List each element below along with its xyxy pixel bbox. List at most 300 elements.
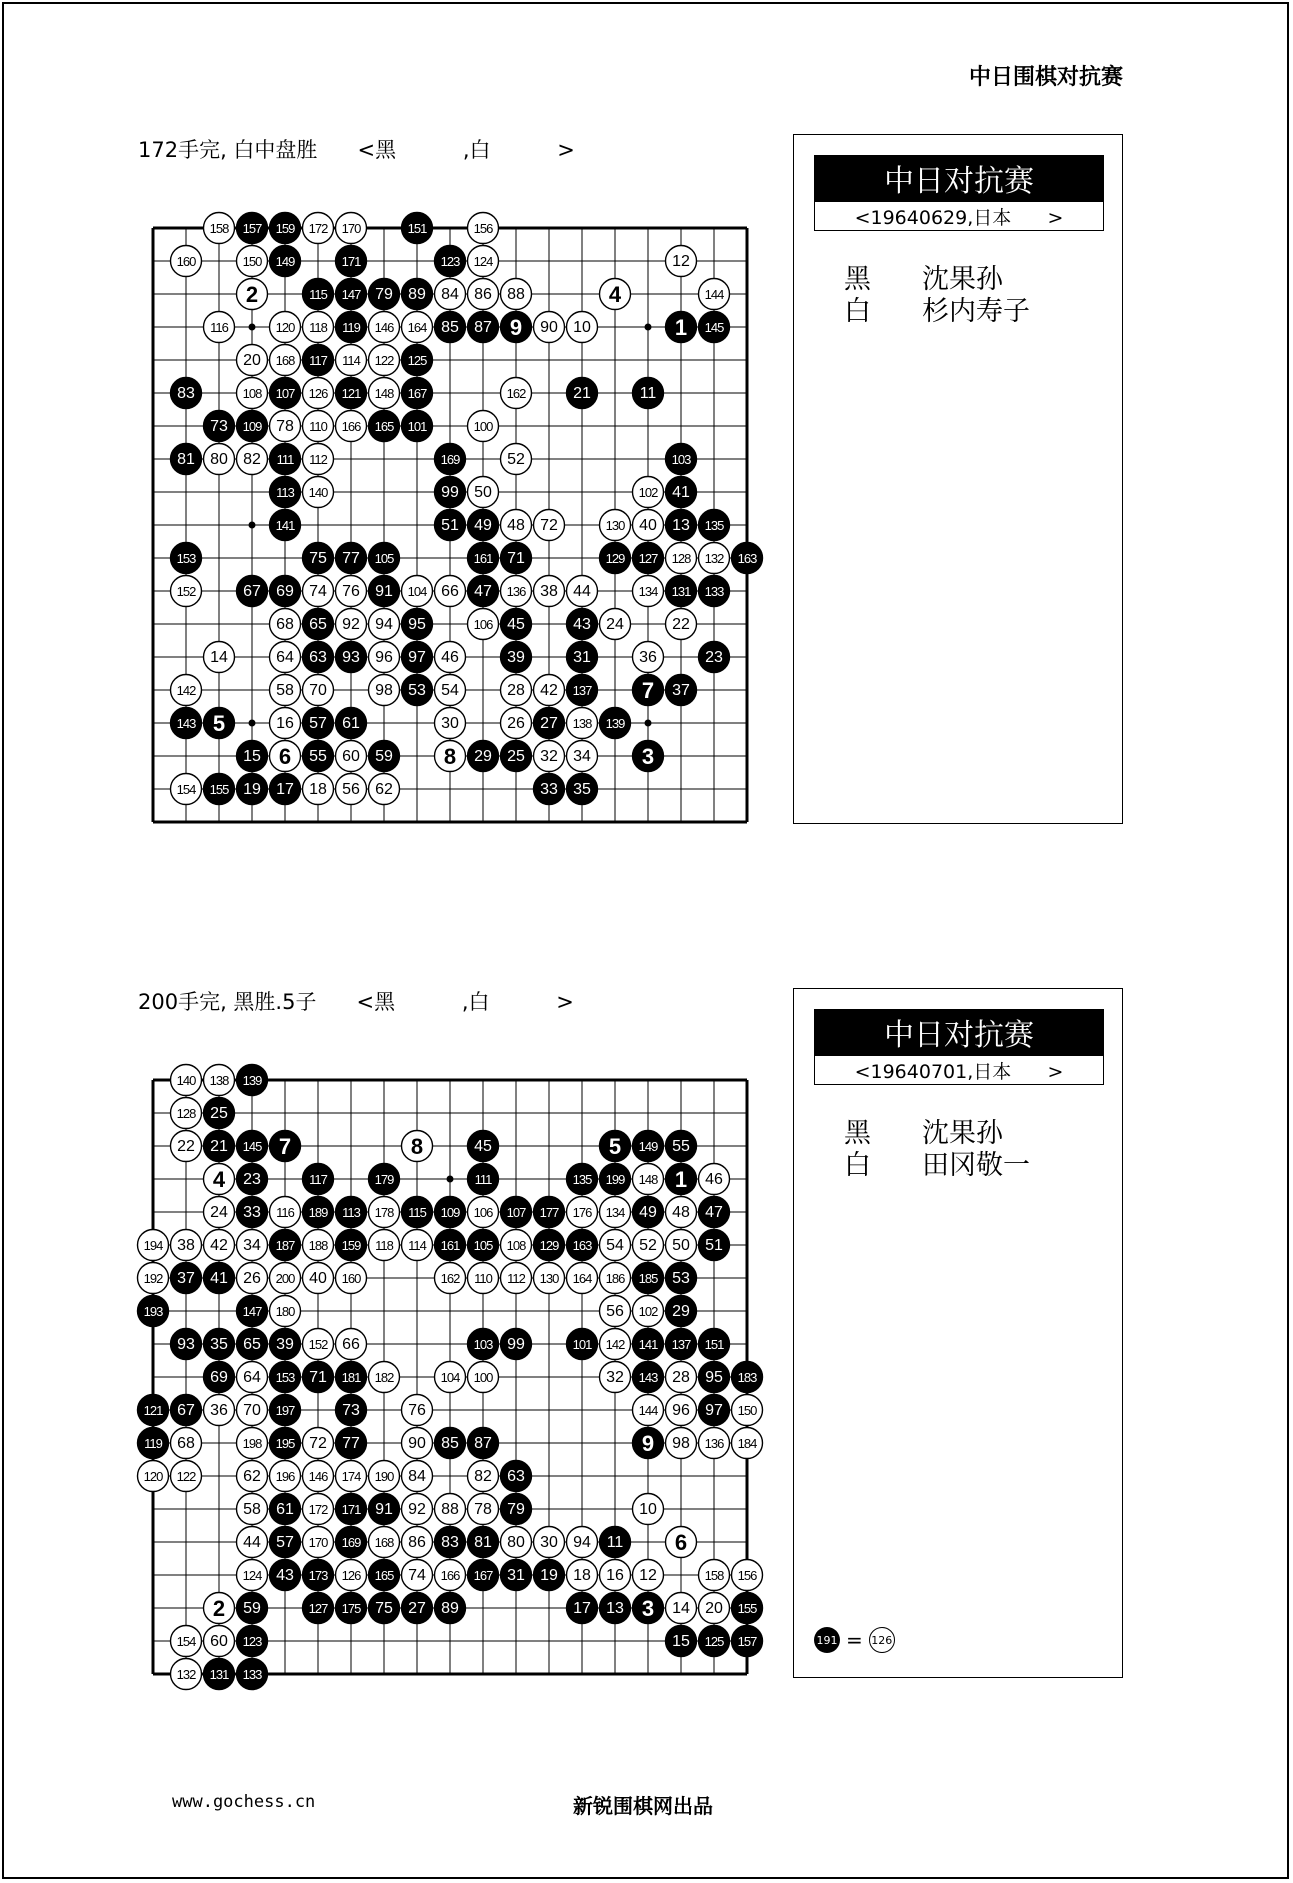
move-number: 94 bbox=[375, 616, 393, 633]
white-stone bbox=[699, 1593, 730, 1624]
black-stone bbox=[270, 1560, 301, 1591]
white-stone bbox=[633, 642, 664, 673]
move-number: 40 bbox=[639, 517, 657, 534]
white-stone bbox=[270, 675, 301, 706]
move-number: 70 bbox=[309, 682, 327, 699]
white-stone bbox=[501, 576, 532, 607]
white-stone bbox=[600, 279, 631, 310]
move-number: 36 bbox=[210, 1402, 228, 1419]
white-stone bbox=[336, 345, 367, 376]
black-stone bbox=[270, 378, 301, 409]
move-number: 156 bbox=[473, 221, 493, 236]
white-stone bbox=[567, 312, 598, 343]
black-stone bbox=[171, 1395, 202, 1426]
black-stone bbox=[270, 1494, 301, 1525]
move-number: 150 bbox=[737, 1403, 757, 1418]
white-stone bbox=[204, 312, 235, 343]
white-stone bbox=[270, 345, 301, 376]
black-stone bbox=[468, 741, 499, 772]
move-number: 160 bbox=[176, 254, 196, 269]
black-stone bbox=[237, 1626, 268, 1657]
white-player-name: 田冈敬一 bbox=[922, 1150, 1030, 1181]
black-stone bbox=[501, 1494, 532, 1525]
white-stone bbox=[435, 708, 466, 739]
game2-move-note bbox=[814, 1627, 895, 1653]
move-number: 145 bbox=[704, 320, 724, 335]
move-number: 54 bbox=[441, 682, 459, 699]
black-stone bbox=[699, 312, 730, 343]
move-number: 2 bbox=[245, 282, 259, 307]
black-stone bbox=[204, 1263, 235, 1294]
move-number: 89 bbox=[408, 286, 426, 303]
move-number: 51 bbox=[705, 1237, 723, 1254]
white-stone bbox=[303, 213, 334, 244]
black-stone bbox=[501, 741, 532, 772]
black-stone bbox=[336, 1593, 367, 1624]
move-number: 94 bbox=[573, 1534, 591, 1551]
move-number: 140 bbox=[176, 1073, 196, 1088]
white-stone bbox=[171, 1098, 202, 1129]
black-stone bbox=[237, 1659, 268, 1690]
move-number: 47 bbox=[705, 1204, 723, 1221]
move-number: 92 bbox=[408, 1501, 426, 1518]
move-number: 171 bbox=[341, 254, 361, 269]
move-number: 21 bbox=[210, 1138, 228, 1155]
black-stone bbox=[336, 1395, 367, 1426]
white-stone bbox=[402, 1560, 433, 1591]
white-stone bbox=[666, 1197, 697, 1228]
move-number: 127 bbox=[638, 551, 658, 566]
white-stone bbox=[666, 246, 697, 277]
black-player-name: 沈果孙 bbox=[922, 1118, 1003, 1149]
move-number: 66 bbox=[342, 1336, 360, 1353]
game1-white-player bbox=[844, 289, 1030, 328]
black-stone bbox=[501, 1560, 532, 1591]
white-stone bbox=[567, 576, 598, 607]
move-number: 45 bbox=[474, 1138, 492, 1155]
black-stone bbox=[501, 1197, 532, 1228]
move-number: 137 bbox=[671, 1337, 691, 1352]
white-stone bbox=[666, 1230, 697, 1261]
move-number: 91 bbox=[375, 583, 393, 600]
move-number: 193 bbox=[143, 1304, 163, 1319]
black-stone bbox=[336, 378, 367, 409]
black-stone bbox=[237, 1593, 268, 1624]
white-stone bbox=[600, 1560, 631, 1591]
move-number: 29 bbox=[672, 1303, 690, 1320]
black-stone bbox=[237, 774, 268, 805]
move-number: 194 bbox=[143, 1238, 163, 1253]
black-stone bbox=[633, 378, 664, 409]
move-number: 98 bbox=[375, 682, 393, 699]
white-stone bbox=[303, 1494, 334, 1525]
white-stone bbox=[204, 213, 235, 244]
move-number: 77 bbox=[342, 550, 360, 567]
white-stone bbox=[303, 675, 334, 706]
black-stone bbox=[171, 1263, 202, 1294]
white-stone bbox=[633, 1560, 664, 1591]
move-number: 141 bbox=[275, 518, 295, 533]
white-stone bbox=[303, 1428, 334, 1459]
white-stone bbox=[369, 1461, 400, 1492]
move-number: 148 bbox=[374, 386, 394, 401]
black-stone bbox=[732, 1626, 763, 1657]
white-stone bbox=[204, 1626, 235, 1657]
black-stone bbox=[303, 1197, 334, 1228]
black-stone bbox=[171, 708, 202, 739]
move-number: 3 bbox=[641, 744, 655, 769]
move-number: 5 bbox=[212, 711, 226, 736]
black-stone bbox=[171, 444, 202, 475]
black-stone bbox=[270, 1230, 301, 1261]
black-stone bbox=[303, 543, 334, 574]
black-stone bbox=[501, 609, 532, 640]
white-stone bbox=[666, 543, 697, 574]
move-number: 134 bbox=[605, 1205, 625, 1220]
white-stone bbox=[204, 1593, 235, 1624]
move-number: 13 bbox=[672, 517, 690, 534]
game2-go-board bbox=[125, 1052, 765, 1682]
white-stone bbox=[501, 675, 532, 706]
move-number: 197 bbox=[275, 1403, 295, 1418]
move-number: 87 bbox=[474, 1435, 492, 1452]
move-number: 26 bbox=[507, 715, 525, 732]
white-stone bbox=[435, 1362, 466, 1393]
star-point bbox=[249, 720, 256, 727]
move-number: 152 bbox=[308, 1337, 328, 1352]
move-number: 17 bbox=[573, 1600, 591, 1617]
white-stone bbox=[138, 1263, 169, 1294]
move-number: 96 bbox=[672, 1402, 690, 1419]
white-stone bbox=[303, 1230, 334, 1261]
move-number: 199 bbox=[605, 1172, 625, 1187]
black-stone bbox=[237, 1329, 268, 1360]
black-stone bbox=[270, 1362, 301, 1393]
white-stone bbox=[567, 1560, 598, 1591]
move-number: 85 bbox=[441, 319, 459, 336]
move-number: 2 bbox=[212, 1596, 226, 1621]
black-stone bbox=[501, 1329, 532, 1360]
white-stone bbox=[666, 1593, 697, 1624]
move-number: 76 bbox=[408, 1402, 426, 1419]
move-number: 85 bbox=[441, 1435, 459, 1452]
black-stone bbox=[468, 510, 499, 541]
black-stone bbox=[336, 642, 367, 673]
black-stone bbox=[402, 642, 433, 673]
black-stone bbox=[402, 609, 433, 640]
black-stone bbox=[666, 1263, 697, 1294]
move-number: 62 bbox=[375, 781, 393, 798]
white-stone bbox=[501, 1230, 532, 1261]
move-number: 55 bbox=[672, 1138, 690, 1155]
move-number: 179 bbox=[374, 1172, 394, 1187]
black-stone bbox=[270, 510, 301, 541]
white-stone bbox=[633, 1164, 664, 1195]
move-number: 108 bbox=[506, 1238, 526, 1253]
black-stone bbox=[435, 444, 466, 475]
move-number: 9 bbox=[641, 1431, 655, 1456]
move-number: 135 bbox=[704, 518, 724, 533]
move-number: 73 bbox=[342, 1402, 360, 1419]
move-number: 116 bbox=[276, 1205, 294, 1220]
white-stone bbox=[303, 576, 334, 607]
move-number: 156 bbox=[737, 1568, 757, 1583]
move-number: 43 bbox=[276, 1567, 294, 1584]
move-number: 164 bbox=[572, 1271, 592, 1286]
white-stone bbox=[534, 1527, 565, 1558]
black-label: 黑 bbox=[844, 1118, 871, 1149]
move-number: 76 bbox=[342, 583, 360, 600]
move-number: 39 bbox=[276, 1336, 294, 1353]
move-number: 30 bbox=[441, 715, 459, 732]
white-stone bbox=[699, 279, 730, 310]
white-stone bbox=[369, 312, 400, 343]
move-number: 69 bbox=[276, 583, 294, 600]
move-number: 158 bbox=[209, 221, 229, 236]
white-stone bbox=[204, 1395, 235, 1426]
white-stone bbox=[402, 1131, 433, 1162]
white-stone bbox=[402, 1494, 433, 1525]
move-number: 145 bbox=[242, 1139, 262, 1154]
move-number: 54 bbox=[606, 1237, 624, 1254]
move-number: 169 bbox=[341, 1535, 361, 1550]
black-stone bbox=[699, 510, 730, 541]
move-number: 102 bbox=[638, 485, 658, 500]
black-stone bbox=[633, 543, 664, 574]
black-stone bbox=[303, 1560, 334, 1591]
move-number: 123 bbox=[440, 254, 460, 269]
move-number: 114 bbox=[342, 353, 360, 368]
black-stone bbox=[402, 1197, 433, 1228]
move-number: 50 bbox=[474, 484, 492, 501]
white-stone bbox=[534, 510, 565, 541]
white-stone bbox=[336, 1461, 367, 1492]
black-stone bbox=[237, 1131, 268, 1162]
move-number: 58 bbox=[243, 1501, 261, 1518]
move-number: 176 bbox=[572, 1205, 592, 1220]
move-number: 116 bbox=[210, 320, 228, 335]
move-number: 4 bbox=[212, 1167, 226, 1192]
move-number: 78 bbox=[276, 418, 294, 435]
white-stone bbox=[468, 477, 499, 508]
move-number: 163 bbox=[737, 551, 757, 566]
move-number: 81 bbox=[177, 451, 195, 468]
move-number: 93 bbox=[342, 649, 360, 666]
white-stone bbox=[369, 378, 400, 409]
move-number: 115 bbox=[408, 1205, 426, 1220]
white-stone bbox=[369, 642, 400, 673]
move-number: 106 bbox=[473, 617, 493, 632]
move-number: 74 bbox=[408, 1567, 426, 1584]
move-number: 104 bbox=[407, 584, 427, 599]
white-stone bbox=[303, 411, 334, 442]
white-stone bbox=[666, 1395, 697, 1426]
move-number: 142 bbox=[176, 683, 196, 698]
move-number: 93 bbox=[177, 1336, 195, 1353]
star-point bbox=[249, 324, 256, 331]
move-number: 82 bbox=[474, 1468, 492, 1485]
black-stone bbox=[699, 1626, 730, 1657]
move-number: 20 bbox=[705, 1600, 723, 1617]
game2-caption: 200手完, 黑胜.5子 <黑 ,白 > bbox=[138, 990, 574, 1014]
black-stone bbox=[468, 1527, 499, 1558]
black-stone bbox=[534, 1560, 565, 1591]
move-number: 133 bbox=[242, 1667, 262, 1682]
move-number: 77 bbox=[342, 1435, 360, 1452]
black-stone bbox=[666, 510, 697, 541]
move-number: 154 bbox=[176, 782, 196, 797]
move-number: 155 bbox=[737, 1601, 757, 1616]
move-number: 122 bbox=[374, 353, 394, 368]
move-number: 75 bbox=[375, 1600, 393, 1617]
move-number: 171 bbox=[341, 1502, 361, 1517]
move-number: 16 bbox=[606, 1567, 624, 1584]
move-number: 130 bbox=[539, 1271, 559, 1286]
move-number: 112 bbox=[507, 1271, 525, 1286]
white-stone bbox=[204, 1197, 235, 1228]
white-stone bbox=[171, 246, 202, 277]
black-stone bbox=[204, 411, 235, 442]
move-number: 95 bbox=[705, 1369, 723, 1386]
move-number: 91 bbox=[375, 1501, 393, 1518]
white-stone bbox=[237, 345, 268, 376]
white-stone bbox=[600, 609, 631, 640]
move-number: 56 bbox=[342, 781, 360, 798]
move-number: 192 bbox=[143, 1271, 163, 1286]
black-stone bbox=[699, 1329, 730, 1360]
black-stone bbox=[237, 1197, 268, 1228]
move-number: 66 bbox=[441, 583, 459, 600]
black-stone bbox=[666, 444, 697, 475]
black-stone bbox=[633, 1428, 664, 1459]
move-number: 1 bbox=[674, 315, 688, 340]
white-stone bbox=[138, 1230, 169, 1261]
white-stone bbox=[666, 1362, 697, 1393]
move-number: 38 bbox=[177, 1237, 195, 1254]
move-number: 99 bbox=[441, 484, 459, 501]
white-stone bbox=[600, 1230, 631, 1261]
move-number: 73 bbox=[210, 418, 228, 435]
move-number: 129 bbox=[605, 551, 625, 566]
move-number: 86 bbox=[474, 286, 492, 303]
white-stone bbox=[336, 1263, 367, 1294]
white-stone bbox=[369, 675, 400, 706]
black-stone bbox=[567, 1593, 598, 1624]
black-stone bbox=[468, 1230, 499, 1261]
move-number: 144 bbox=[704, 287, 724, 302]
move-number: 72 bbox=[540, 517, 558, 534]
white-stone bbox=[435, 1560, 466, 1591]
move-number: 121 bbox=[341, 386, 361, 401]
move-number: 74 bbox=[309, 583, 327, 600]
move-number: 25 bbox=[507, 748, 525, 765]
move-number: 136 bbox=[704, 1436, 724, 1451]
white-stone bbox=[171, 1659, 202, 1690]
black-stone bbox=[270, 1428, 301, 1459]
black-stone bbox=[336, 543, 367, 574]
white-stone bbox=[402, 1527, 433, 1558]
white-stone bbox=[369, 1197, 400, 1228]
move-number: 106 bbox=[473, 1205, 493, 1220]
white-stone bbox=[303, 477, 334, 508]
move-number: 164 bbox=[407, 320, 427, 335]
move-number: 110 bbox=[309, 419, 327, 434]
white-stone bbox=[237, 1461, 268, 1492]
move-number: 23 bbox=[705, 649, 723, 666]
move-number: 99 bbox=[507, 1336, 525, 1353]
move-number: 112 bbox=[309, 452, 327, 467]
move-number: 121 bbox=[143, 1403, 163, 1418]
black-stone bbox=[336, 708, 367, 739]
move-number: 32 bbox=[606, 1369, 624, 1386]
white-stone bbox=[270, 708, 301, 739]
game2-white-player bbox=[844, 1143, 1030, 1182]
move-number: 67 bbox=[243, 583, 261, 600]
move-number: 133 bbox=[704, 584, 724, 599]
white-stone bbox=[600, 1197, 631, 1228]
black-stone bbox=[468, 1131, 499, 1162]
move-number: 53 bbox=[408, 682, 426, 699]
white-stone bbox=[270, 1296, 301, 1327]
move-number: 139 bbox=[605, 716, 625, 731]
move-number: 146 bbox=[308, 1469, 328, 1484]
move-number: 175 bbox=[341, 1601, 361, 1616]
move-number: 25 bbox=[210, 1105, 228, 1122]
white-stone bbox=[435, 675, 466, 706]
white-stone bbox=[237, 1263, 268, 1294]
white-stone bbox=[171, 576, 202, 607]
move-number: 29 bbox=[474, 748, 492, 765]
black-stone bbox=[435, 1230, 466, 1261]
move-number: 101 bbox=[407, 419, 427, 434]
move-number: 143 bbox=[176, 716, 196, 731]
move-number: 59 bbox=[375, 748, 393, 765]
move-number: 167 bbox=[407, 386, 427, 401]
white-stone bbox=[369, 1230, 400, 1261]
white-label: 白 bbox=[844, 296, 871, 327]
star-point bbox=[645, 324, 652, 331]
move-number: 82 bbox=[243, 451, 261, 468]
black-stone bbox=[600, 1131, 631, 1162]
move-number: 68 bbox=[177, 1435, 195, 1452]
black-stone bbox=[699, 1395, 730, 1426]
white-stone bbox=[270, 1197, 301, 1228]
black-stone bbox=[402, 675, 433, 706]
white-stone bbox=[435, 642, 466, 673]
move-number: 49 bbox=[639, 1204, 657, 1221]
white-stone bbox=[237, 1362, 268, 1393]
move-number: 166 bbox=[341, 419, 361, 434]
move-number: 83 bbox=[441, 1534, 459, 1551]
black-stone bbox=[369, 1164, 400, 1195]
black-stone bbox=[468, 576, 499, 607]
move-number: 157 bbox=[242, 221, 262, 236]
move-number: 17 bbox=[276, 781, 294, 798]
white-stone bbox=[336, 1560, 367, 1591]
black-stone bbox=[336, 1230, 367, 1261]
white-stone bbox=[666, 1428, 697, 1459]
black-stone bbox=[336, 1428, 367, 1459]
move-number: 80 bbox=[210, 451, 228, 468]
move-number: 125 bbox=[407, 353, 427, 368]
move-number: 14 bbox=[210, 649, 228, 666]
black-stone bbox=[369, 1560, 400, 1591]
black-stone bbox=[237, 1296, 268, 1327]
move-number: 124 bbox=[242, 1568, 262, 1583]
move-number: 11 bbox=[606, 1534, 624, 1551]
black-stone bbox=[435, 1428, 466, 1459]
white-stone bbox=[237, 444, 268, 475]
